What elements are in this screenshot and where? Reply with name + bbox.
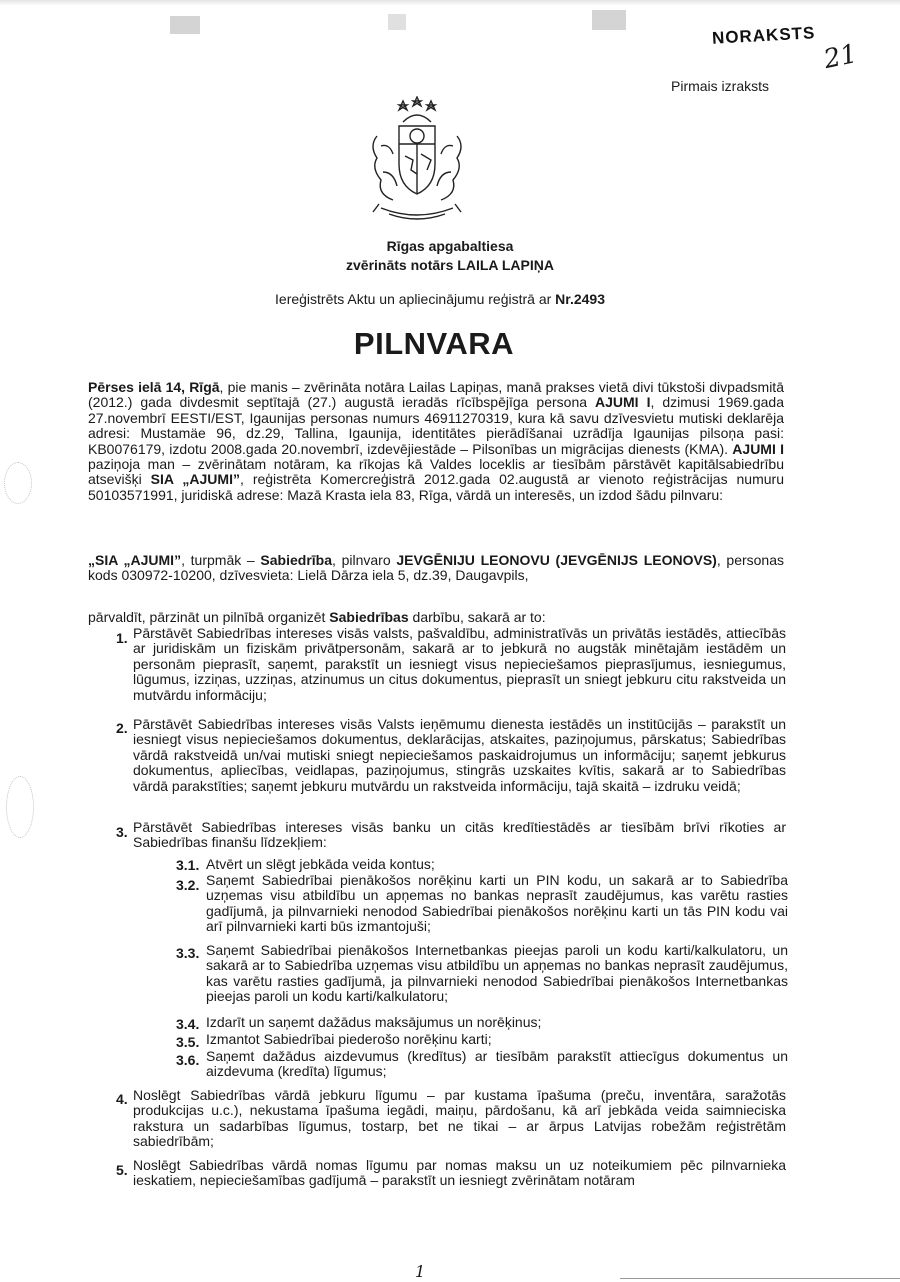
sublist-item: Atvērt un slēgt jebkāda veida kontus; [206,856,435,872]
list-item: Pārstāvēt Sabiedrības intereses visās Valsts ieņēmumu dienesta iestādēs un institūcijās – parakstīt un iesniegt visus nepieciešamos dokumentus, deklarācijas, atskaites, paziņojumus, pārskatus; Sabiedrības vārdā rakstveidā un/vai mutiski sniegt nepieciešamos paskaidrojumus un informāciju; saņemt jebkurus dokumentus, apliecības, veidlapas, paziņojumus, stingrās uzskaites kvītis, sakarā ar to Sabiedrības vārdā parakstīties; saņemt jebkuru mutvārdu un rakstveida informāciju, tajā skaitā – izdruku veidā; [133,716,786,794]
intro-text: , reģistrēta Komercreģistrā 2012.gada 02.augustā ar vienoto reģistrācijas numuru 50103571991, juridiskā adrese: Mazā Krasta iela 83, Rīga, vārdā un interesēs, un izdod šādu pilnvaru: [88,471,784,503]
intro-paragraph [88,380,784,503]
item-number: 5. [116,1162,128,1178]
registry-text: Iereģistrēts Aktu un apliecinājumu reģistrā ar [275,291,556,307]
list-item: Noslēgt Sabiedrības vārdā jebkuru līgumu – par kustama īpašuma (preču, inventāra, saražotās produkcijas u.c.), nekustama īpašuma iegādi, maiņu, pārdošanu, kā arī jebkāda veida saimnieciska rakstura un sadarbības līgumus, tostarp, bet ne tikai – ar ārpus Latvijas robežām reģistrētām sabiedrībām; [133,1087,786,1150]
intro-text: paziņoja man – zvērinātam notāram, ka rīkojas kā Valdes loceklis ar tiesībām pārstāvēt kapitālsabiedrību atsevišķi [88,456,784,488]
notary-name: zvērināts notārs LAILA LAPIŅA [346,257,554,273]
stamp-handwritten-number: 21 [821,38,860,76]
margin-blot [4,462,32,504]
sublist-item: Izdarīt un saņemt dažādus maksājumus un norēķinus; [206,1014,542,1030]
scan-speck [170,16,200,34]
company-name: „SIA „AJUMI” [88,552,182,568]
grant-text: , personas kods 030972-10200, dzīvesvieta: Lielā Dārza iela 5, dz.39, Daugavpils, [88,552,785,584]
copy-stamp: NORAKSTS [711,23,816,48]
subitem-number: 3.4. [176,1016,200,1032]
principal-name: AJUMI I [595,394,651,411]
agent-name: JEVGĒNIJU LEONOVU (JEVGĒNIJS LEONOVS) [396,552,717,568]
sublist-item: Saņemt Sabiedrībai pienākošos Internetbankas pieejas paroli un kodu karti/kalkulatoru, un sakarā ar to Sabiedrība uzņemas visu atbildību un apņemas no bankas neprasīt zaudējumus, kas varētu rasties gadījumā, ja pilnvarnieki nenodod Sabiedrībai pienākošos Internetbankas pieejas paroli un kodu karti/kalkulatoru; [206,942,788,1005]
company-short-name: Sabiedrības [329,609,409,625]
list-item: Pārstāvēt Sabiedrības intereses visās banku un citās kredītiestādēs ar tiesībām brīvi rīkoties ar Sabiedrības finanšu līdzekļiem: [133,819,786,851]
sublist-item: Saņemt dažādus aizdevumus (kredītus) ar tiesībām parakstīt attiecīgus dokumentus un aizdevuma (kredīta) līgumus; [206,1048,788,1080]
scope-text: pārvaldīt, pārzināt un pilnībā organizēt [88,609,330,625]
registry-line [0,291,880,307]
subitem-number: 3.1. [176,857,200,873]
page-mark: 1 [415,1262,426,1281]
grant-text: , pilnvaro [332,552,397,568]
principal-name: AJUMI I [732,440,784,457]
intro-text: , dzimusi 1969.gada 27.novembrī EESTI/EST, Igaunijas personas numurs 46911270319, kura kā savu dzīvesvietu mutiski deklarēja adresi: Mustamäe 96, dz.29, Tallina, Igaunija, identitātes pierādīšanai uzrādīja Igaunijas pilsoņa pasi: KB0076179, izdotu 2008.gada 20.novembrī, izdevējiestāde – Pilsonības un migrācijas dienests (KMA). [88,394,784,457]
grant-paragraph [88,553,784,584]
sublist-item: Saņemt Sabiedrībai pienākošos norēķinu karti un PIN kodu, un sakarā ar to Sabiedrība uzņemas visu atbildību un apņemas no bankas neprasīt zaudējumus, kas varētu rasties gadījumā, ja pilnvarnieki nenodod Sabiedrībai pienākošos norēķinu karti un tās PIN kodu vai arī pilnvarnieki karti būs izmantojuši; [206,872,788,935]
scan-edge-line [620,1278,900,1279]
copy-label: Pirmais izraksts [671,78,770,94]
subitem-number: 3.5. [176,1034,200,1050]
scan-speck [592,10,626,30]
document-title: PILNVARA [353,326,515,361]
company-short-name: Sabiedrība [260,552,333,568]
sublist-item: Izmantot Sabiedrībai piederošo norēķinu karti; [206,1031,492,1047]
scope-paragraph [88,610,784,625]
scan-speck [388,14,406,30]
subitem-number: 3.6. [176,1052,200,1068]
scan-edge [0,0,900,6]
registry-number: Nr.2493 [555,291,605,307]
intro-place: Pērses ielā 14, Rīgā [88,379,220,395]
item-number: 4. [116,1091,128,1107]
grant-text: , turpmāk – [181,552,261,568]
intro-text: , pie manis – zvērināta notāra Lailas Lapiņas, manā prakses vietā divi tūkstoši divpadsmitā (2012.) gada divdesmit septītajā (27.) augustā ieradās rīcībspējīga persona [88,379,784,411]
coat-of-arms-icon [359,96,475,232]
court-name: Rīgas apgabaltiesa [386,238,514,254]
company-name: SIA „AJUMI” [150,471,240,488]
item-number: 1. [116,630,128,646]
margin-blot [6,776,34,838]
scope-text: darbību, sakarā ar to: [408,609,546,625]
list-item: Noslēgt Sabiedrības vārdā nomas līgumu par nomas maksu un uz noteikumiem pēc pilnvarnieka ieskatiem, nepieciešamības gadījumā – parakstīt un iesniegt zvērinātam notāram [133,1157,786,1189]
list-item: Pārstāvēt Sabiedrības intereses visās valsts, pašvaldību, administratīvās un privātās iestādēs, attiecībās ar juridiskām un fiziskām privātpersonām, sakarā ar to jebkurā no augstāk minētajām iestādēm un personām pieprasīt, saņemt, parakstīt un iesniegt visus nepieciešamos pieprasījumus, iesniegumus, lūgumus, izziņas, uzziņas, atzinumus un citus dokumentus, pieprasīt un sniegt jebkuru citu rakstveida un mutvārdu informāciju; [133,625,786,703]
subitem-number: 3.3. [176,945,200,961]
subitem-number: 3.2. [176,877,200,893]
item-number: 2. [116,720,128,736]
item-number: 3. [116,824,128,840]
